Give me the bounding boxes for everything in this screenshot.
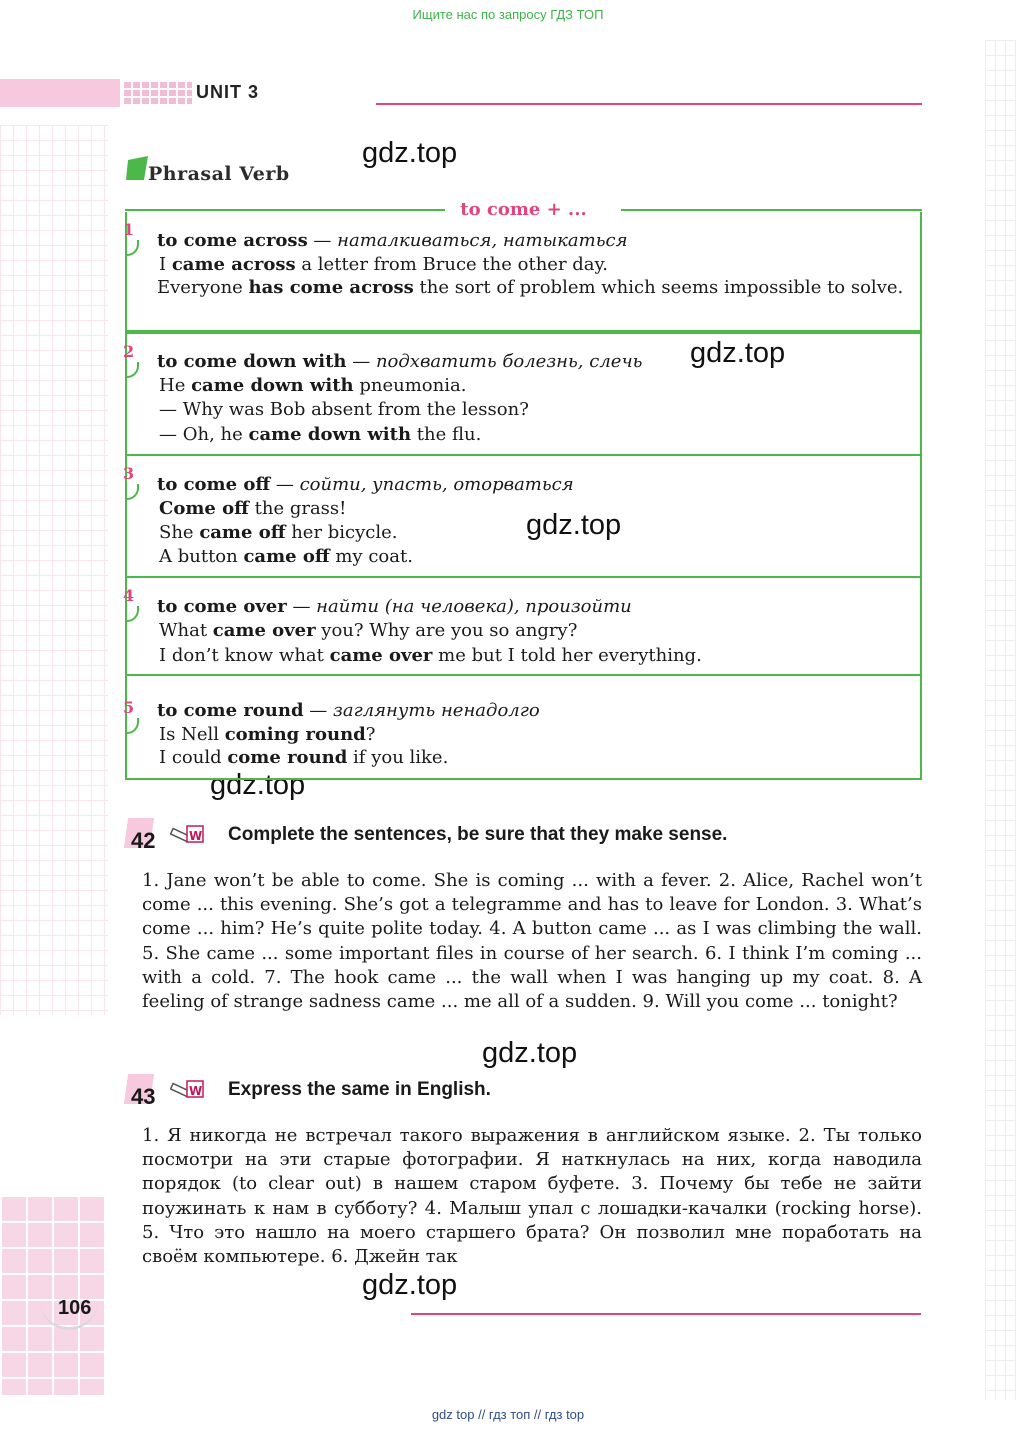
verb-head: to come over [157,596,287,617]
bar-label: to come + ... [460,199,587,220]
section-title [148,163,290,185]
footer-links[interactable]: gdz top // гдз топ // гдз top [431,1407,585,1422]
number-curl [125,606,139,622]
verb-number: 5 [123,698,135,717]
watermark: gdz.top [482,1037,578,1069]
watermark: gdz.top [210,769,306,801]
example: Everyone has come across the sort of problem which seems impossible to solve. [157,277,904,298]
verb-box-1 [125,212,922,332]
unit-tab [0,79,120,107]
verb-number: 1 [123,220,135,239]
verb-head: to come round [157,700,304,721]
phrasal-verb-logo-icon [126,156,150,182]
bar-line-right [621,209,922,211]
verb-box-3 [125,454,922,578]
example: A button came off my coat. [159,546,413,567]
verb-head-line: to come over — найти (на человека), произойти [157,596,632,617]
verb-head: to come down with [157,351,347,372]
example: I don’t know what came over me but I told her everything. [159,645,702,666]
exercise-text: 1. Я никогда не встречал такого выражения в английском языке. 2. Ты только посмотри на эти старые фотографии. Я наткнулась на них, когда наводила порядок (to clear out) в нашем старом буфете. 3. Почему бы тебе не зайти поужинать к нам в субботу? 4. Малыш упал с лошадки-качалки (rocking horse). 5. Что это нашло на моего старшего брата? Он позволил мне поработать на своём компьютере. 6. Джейн так [142,1125,922,1268]
verb-head-line: to come off — сойти, упасть, оторваться [157,474,574,495]
pencil-write-icon [170,1079,204,1101]
example: She came off her bicycle. [159,522,398,543]
number-curl [125,484,139,500]
exercise-title: Complete the sentences, be sure that they make sense. [228,824,728,845]
verb-head: to come across [157,230,308,251]
exercise-number: 42 [131,828,156,853]
verb-box-4 [125,576,922,676]
pencil-write-icon [170,824,204,846]
watermark: gdz.top [690,337,786,369]
exercise-title: Express the same in English. [228,1079,491,1100]
verb-translation: наталкиваться, натыкаться [337,230,628,251]
bottom-rule [411,1313,921,1315]
section-title-text: Phrasal Verb [148,163,290,185]
verb-head-line: to come across — наталкиваться, натыкаться [157,230,628,251]
header-rule [376,103,922,105]
example: I came across a letter from Bruce the other day. [159,254,609,275]
verb-box-2 [125,332,922,456]
top-banner[interactable]: Ищите нас по запросу ГДЗ ТОП [412,7,604,22]
page-number: 106 [58,1297,92,1319]
verb-translation: заглянуть ненадолго [333,700,540,721]
example: — Why was Bob absent from the lesson? [159,399,529,420]
unit-label: UNIT 3 [196,82,260,102]
verb-head: to come off [157,474,271,495]
verb-box-5 [125,674,922,780]
verb-number: 4 [123,586,135,605]
example: He came down with pneumonia. [159,375,467,396]
verb-translation: сойти, упасть, оторваться [299,474,574,495]
verb-head-line: to come round — заглянуть ненадолго [157,700,540,721]
verb-translation: подхватить болезнь, слечь [375,351,643,372]
verb-number: 2 [123,342,135,361]
verb-number: 3 [123,464,135,483]
example: Come off the grass! [159,498,347,519]
watermark: gdz.top [526,509,622,541]
exercise-number: 43 [131,1084,156,1109]
example: — Oh, he came down with the flu. [159,424,482,445]
icon-letter: W [189,1084,203,1098]
right-margin-pattern [985,40,1016,1400]
left-margin-pattern [0,125,108,1015]
number-curl [125,362,139,378]
icon-letter: W [189,829,203,843]
unit-grid-decoration [122,80,192,104]
watermark: gdz.top [362,1269,458,1301]
verb-head-line: to come down with — подхватить болезнь, слечь [157,351,643,372]
verb-translation: найти (на человека), произойти [316,596,632,617]
watermark: gdz.top [362,137,458,169]
number-curl [125,718,139,734]
example: What came over you? Why are you so angry? [159,620,578,641]
number-curl [125,240,139,256]
example: I could come round if you like. [159,747,449,768]
example: Is Nell coming round? [159,724,376,745]
exercise-text: 1. Jane won’t be able to come. She is coming ... with a fever. 2. Alice, Rachel won’t come ... this evening. She’s got a telegramme and has to leave for London. 3. What’s come ... him? He’s quite polite today. 4. A button came ... as I was climbing the wall. 5. She came ... some important files in course of her search. 6. I think I’m coming ... with a cold. 7. The hook came ... the wall when I was hanging up my coat. 8. A feeling of strange sadness came ... me all of a sudden. 9. Will you come ... tonight? [142,870,922,1013]
